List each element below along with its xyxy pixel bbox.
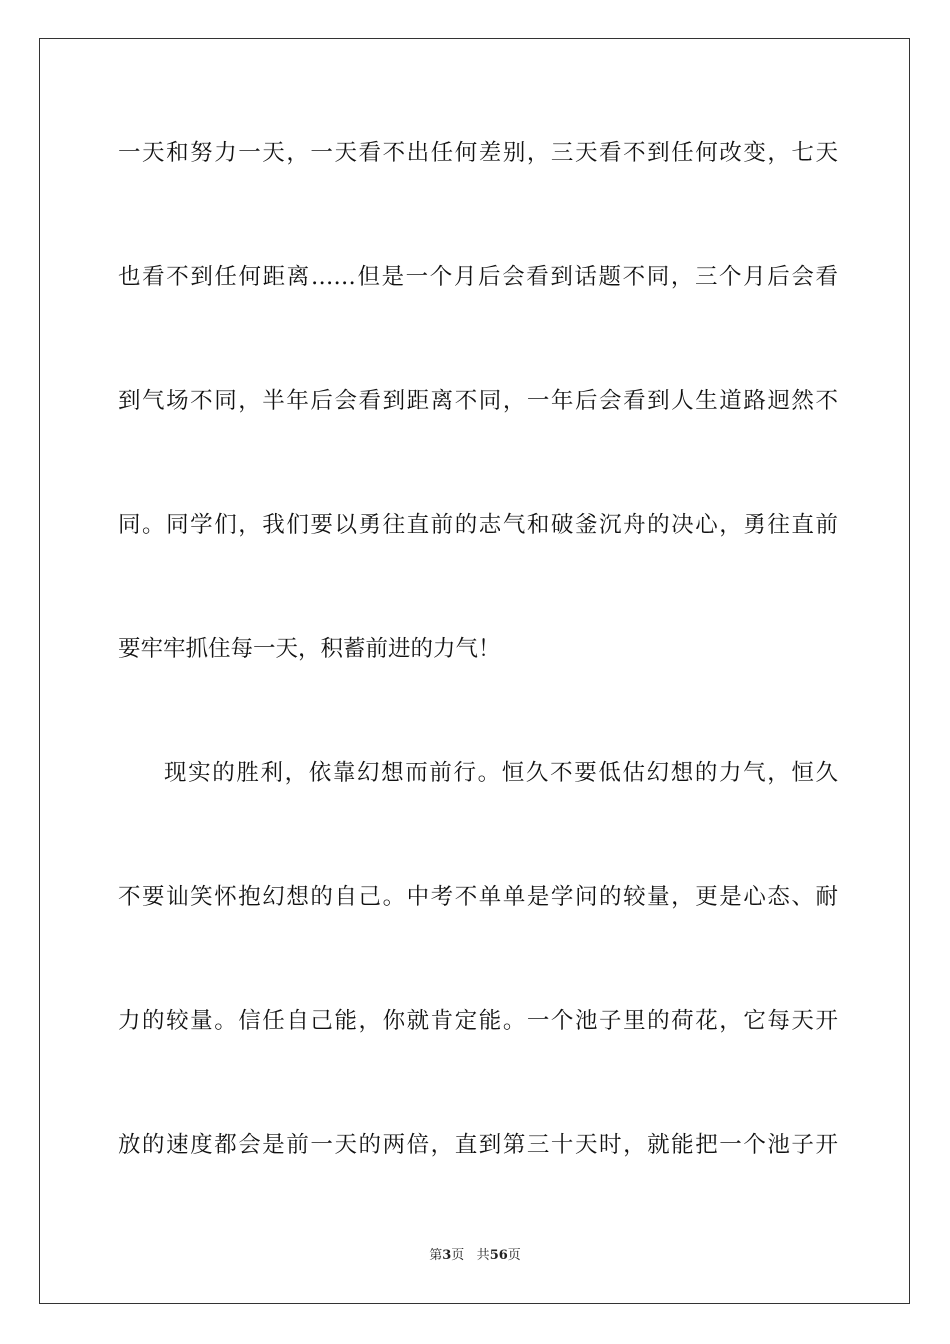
total-pages: 56 (489, 1248, 508, 1263)
body-line-4: 同。同学们，我们要以勇往直前的志气和破釜沉舟的决心，勇往直前 (118, 512, 838, 538)
total-suffix: 页 (507, 1248, 521, 1263)
page-number: 3 (442, 1248, 452, 1263)
body-line-1: 一天和努力一天，一天看不出任何差别，三天看不到任何改变，七天 (118, 140, 838, 166)
body-line-9: 放的速度都会是前一天的两倍，直到第三十天时，就能把一个池子开 (118, 1132, 838, 1158)
page-suffix: 页 (451, 1248, 465, 1263)
page-prefix: 第 (429, 1248, 443, 1263)
page-border (39, 38, 910, 1304)
body-line-3: 到气场不同，半年后会看到距离不同，一年后会看到人生道路迥然不 (118, 388, 838, 414)
body-line-7: 不要讪笑怀抱幻想的自己。中考不单单是学问的较量，更是心态、耐 (118, 884, 838, 910)
body-line-8: 力的较量。信任自己能，你就肯定能。一个池子里的荷花，它每天开 (118, 1008, 838, 1034)
body-line-5: 要牢牢抓住每一天，积蓄前进的力气！ (118, 636, 501, 662)
total-prefix: 共 (476, 1248, 490, 1263)
body-line-6: 现实的胜利，依靠幻想而前行。恒久不要低估幻想的力气，恒久 (164, 760, 838, 786)
body-line-2: 也看不到任何距离……但是一个月后会看到话题不同，三个月后会看 (118, 264, 838, 290)
page-footer (0, 1246, 950, 1266)
